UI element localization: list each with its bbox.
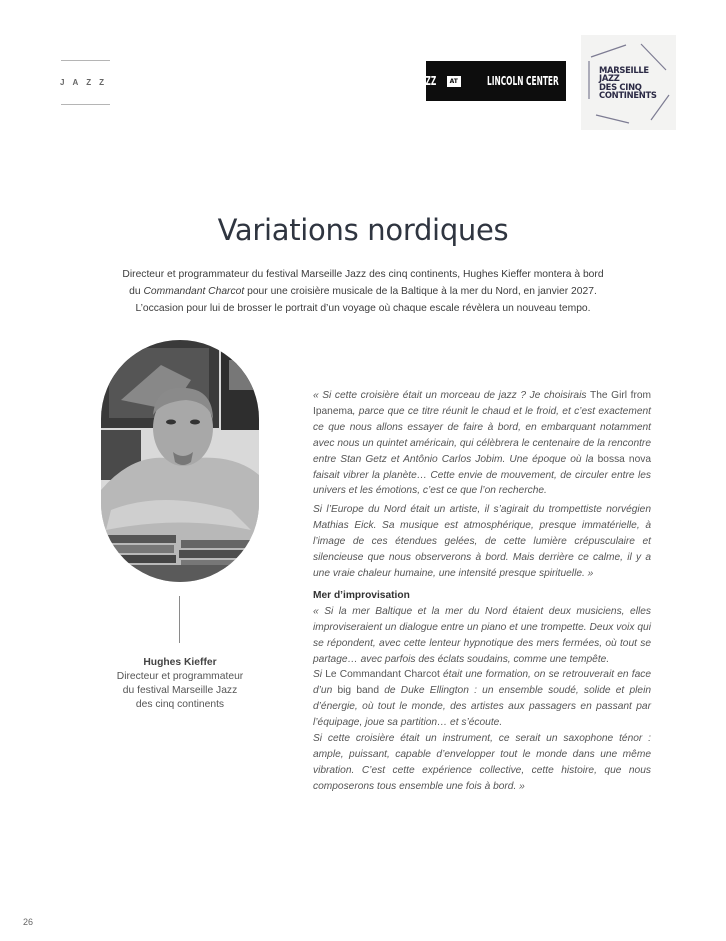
portrait-caption [100,656,260,712]
logo-text-lincoln-center: LINCOLN CENTER [486,74,559,88]
article-intro [100,266,626,317]
section-label: JAZZ [60,78,112,87]
logo-line: MARSEILLE [599,65,649,75]
portrait-photo [101,340,259,582]
article-body [313,388,651,798]
paragraph-4: Si Le Commandant Charcot était une formation, on se retrouverait en face d’un big band de Duke Ellington : un ensemble soudé, solide et plein d’énergie, où tout le monde, des artistes aux passagers en passant par l’équipage, joue sa partition… et s’écoute. [313,669,652,729]
logo-line: CONTINENTS [599,90,657,101]
subheading: Mer d’improvisation [313,589,410,601]
bottom-rule [61,104,110,105]
logo-text-at: AT [447,76,461,87]
paragraph-2: Si l’Europe du Nord était un artiste, il s’agirait du trompettiste norvégien Mathias Eick. Sa musique est atmosphérique, presque immatérielle, à l’image de ces étendues gelées, de cette lumière crépusculaire et silencieuse que nous observerons à bord. Mais derrière ce calme, il y a une vraie chaleur humaine, une intensité presque spirituelle. » [313,504,651,579]
logo-line: JAZZ [599,73,620,84]
intro-line: L’occasion pour lui de brosser le portrait d’un voyage où chaque escale révèlera un nouveau tempo. [135,303,591,314]
intro-line: Directeur et programmateur du festival Marseille Jazz des cinq continents, Hughes Kieffer montera à bord [122,269,604,280]
page-number: 26 [23,917,34,927]
intro-line: du Commandant Charcot pour une croisière musicale de la Baltique à la mer du Nord, en janvier 2027. [129,286,597,297]
ship-name: Commandant Charcot [143,286,245,297]
top-rule [61,60,110,61]
marseille-jazz-logo [581,35,676,130]
logo-line: DES CINQ [599,81,642,92]
paragraph-5: Si cette croisière était un instrument, ce serait un saxophone ténor : ample, puissant, capable d’envelopper tout le monde dans une même vibration. C’est cette expérience collective, cette histoire, que nous composerons tous ensemble une fois à bord. » [313,733,651,792]
paragraph-1: « Si cette croisière était un morceau de jazz ? Je choisirais The Girl from Ipanema, parce que ce titre réunit le chaud et le froid, et c’est exactement ce que nous allons essayer de faire à bord, en embarquant notamment avec nous un quintet américain, qui célèbrera le centenaire de la rencontre entre Stan Getz et Antônio Carlos Jobim. Une époque où la bossa nova faisait vibrer la planète… Cette envie de mouvement, de circuler entre les univers et les émotions, c’est ce que l’on recherche. [313,390,651,497]
person-role-line: du festival Marseille Jazz [122,685,238,696]
person-role-line: Directeur et programmateur [116,671,244,682]
person-role-line: des cinq continents [135,699,225,710]
article-title: Variations nordiques [217,213,509,247]
jazz-at-lincoln-center-logo [417,61,566,101]
portrait-illustration [101,340,259,582]
person-name: Hughes Kieffer [143,657,217,668]
paragraph-3: « Si la mer Baltique et la mer du Nord étaient deux musiciens, elles improviseraient un dialogue entre un piano et une trompette. Deux voix qui se répondent, avec cette lenteur hypnotique des mers fermées, où tout se partage… avec parfois des éclats soudains, comme une tempête. [313,605,651,665]
caption-divider [179,596,180,643]
logo-text-jazz: JAZZ [417,74,437,88]
